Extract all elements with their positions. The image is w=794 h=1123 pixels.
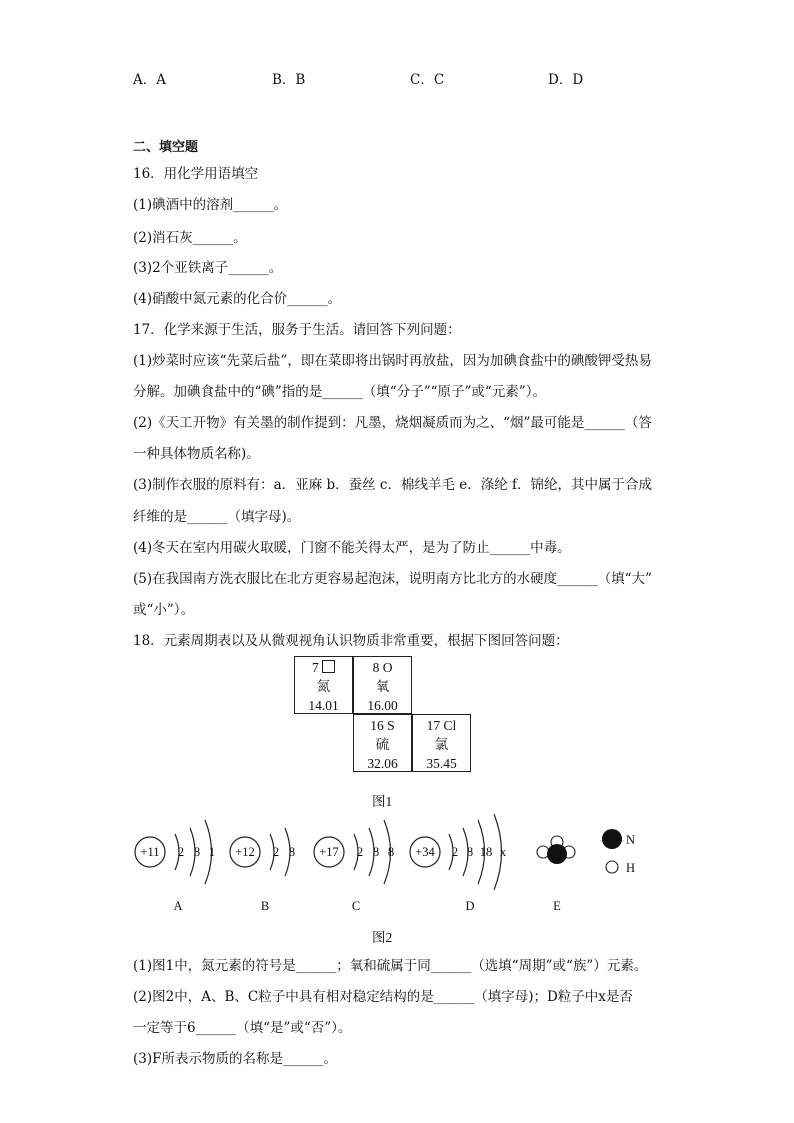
- atom-b-label: B: [260, 899, 270, 913]
- atom-d-label: D: [465, 899, 475, 913]
- figure-2-caption: 图2: [372, 930, 393, 945]
- nitrogen-name: 氮: [316, 679, 331, 694]
- atom-d-nucleus: +34: [415, 845, 435, 859]
- chlorine-mass: 35.45: [426, 756, 457, 771]
- question-18-2-line1: (2)图2中，A、B、C粒子中具有相对稳定结构的是______（填字母)；D粒子中x是否: [133, 989, 633, 1005]
- question-18-3: (3)F所表示物质的名称是______。: [133, 1051, 337, 1067]
- blank-symbol-box: [322, 660, 335, 673]
- atom-b-electrons-1: 2: [272, 845, 280, 859]
- legend-h-swatch: [606, 861, 618, 873]
- question-16-3: (3)2个亚铁离子______。: [133, 260, 283, 276]
- oxygen-mass: 16.00: [367, 698, 398, 713]
- section-heading: 二、填空题: [133, 140, 199, 155]
- atom-c-nucleus: +17: [319, 845, 339, 859]
- question-18-1: (1)图1中，氮元素的符号是______；氧和硫属于同______（选填“周期”或“族”）元素。: [133, 958, 648, 974]
- sulfur-number-symbol: 16 S: [370, 718, 395, 733]
- atom-a-electrons-2: 8: [193, 845, 201, 859]
- element-cell-nitrogen: [294, 656, 353, 714]
- legend-h-label: H: [626, 861, 636, 875]
- question-17-3-line1: (3)制作衣服的原料有：a．亚麻 b．蚕丝 c．棉线羊毛 e．涤纶 f．锦纶，其中属于合成: [133, 477, 653, 493]
- element-cell-oxygen: [353, 656, 412, 714]
- option-d: D．D: [548, 72, 584, 88]
- question-17-3-line2: 纤维的是______（填字母)。: [133, 509, 301, 525]
- sulfur-name: 硫: [375, 737, 390, 752]
- question-17-2-line2: 一种具体物质名称)。: [133, 446, 260, 462]
- question-17-2-line1: (2)《天工开物》有关墨的制作提到：凡墨，烧烟凝质而为之、“烟”最可能是______（答: [133, 415, 652, 431]
- oxygen-number-symbol: 8 O: [372, 660, 393, 675]
- molecule-e-label: E: [553, 899, 561, 913]
- atom-a-label: A: [173, 899, 183, 913]
- atom-d-electrons-2: 8: [466, 845, 474, 859]
- molecule-n-atom: [547, 844, 567, 864]
- atom-d-electrons-3: 18: [479, 845, 493, 859]
- legend-n-swatch: [602, 829, 622, 849]
- question-16-title: 16．用化学用语填空: [133, 166, 259, 182]
- chlorine-name: 氯: [434, 737, 449, 752]
- question-18-2-line2: 一定等于6______（填“是”或“否”）。: [133, 1020, 352, 1036]
- atom-c-label: C: [351, 899, 361, 913]
- atom-c-electrons-2: 8: [372, 845, 380, 859]
- atom-a-nucleus: +11: [140, 845, 160, 859]
- option-b: B．B: [272, 72, 306, 88]
- atom-b-nucleus: +12: [235, 845, 255, 859]
- question-17-title: 17．化学来源于生活，服务于生活。请回答下列问题：: [133, 322, 461, 338]
- question-18-title: 18．元素周期表以及从微观视角认识物质非常重要，根据下图回答问题：: [133, 633, 569, 649]
- atom-c-electrons-3: 8: [387, 845, 395, 859]
- question-16-4: (4)硝酸中氮元素的化合价______。: [133, 291, 342, 307]
- element-cell-chlorine: [412, 714, 471, 772]
- molecule-h-atom-left: [537, 846, 549, 858]
- question-16-2: (2)消石灰______。: [133, 230, 247, 246]
- question-16-1: (1)碘酒中的溶剂______。: [133, 197, 288, 213]
- oxygen-name: 氧: [375, 679, 390, 694]
- element-cell-sulfur: [353, 714, 412, 772]
- question-17-5-line2: 或“小”）。: [133, 602, 195, 618]
- question-17-4: (4)冬天在室内用碳火取暖，门窗不能关得太严，是为了防止______中毒。: [133, 540, 571, 556]
- atom-a-electrons-1: 2: [177, 845, 185, 859]
- figure-1-caption: 图1: [372, 794, 393, 809]
- atom-c-electrons-1: 2: [356, 845, 364, 859]
- nitrogen-number: 7: [311, 660, 319, 675]
- question-17-1-line2: 分解。加碘食盐中的“碘”指的是______（填“分子”“原子”或“元素”）。: [133, 384, 546, 400]
- sulfur-mass: 32.06: [367, 756, 398, 771]
- legend-n-label: N: [626, 833, 636, 847]
- atom-b-electrons-2: 8: [288, 845, 296, 859]
- atom-a-electrons-3: 1: [208, 845, 216, 859]
- nitrogen-mass: 14.01: [308, 698, 339, 713]
- atom-structure-figure: [120, 810, 660, 930]
- atom-d-electrons-4: x: [499, 845, 507, 859]
- option-c: C．C: [410, 72, 445, 88]
- option-a: A．A: [133, 72, 166, 88]
- molecule-e: [537, 836, 575, 864]
- atom-d-electrons-1: 2: [451, 845, 459, 859]
- chlorine-number-symbol: 17 Cl: [426, 718, 457, 733]
- question-17-5-line1: (5)在我国南方洗衣服比在北方更容易起泡沫，说明南方比北方的水硬度______（填“大”: [133, 571, 652, 587]
- question-17-1-line1: (1)炒菜时应该“先菜后盐”，即在菜即将出锅时再放盐，因为加碘食盐中的碘酸钾受热易: [133, 353, 652, 369]
